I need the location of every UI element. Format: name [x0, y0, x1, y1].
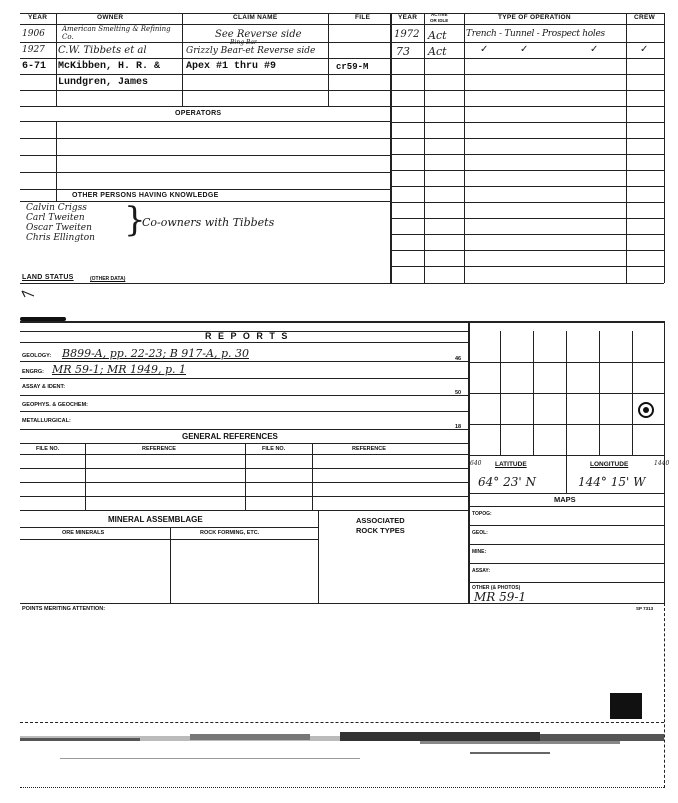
- bottom-edge: [20, 787, 664, 788]
- row-line: [20, 603, 664, 604]
- row-line: [20, 411, 468, 412]
- location-target-icon: [638, 402, 654, 418]
- row-line: [468, 563, 664, 564]
- row-line: [468, 506, 664, 507]
- ref-col-file-no-1: FILE NO.: [36, 446, 60, 452]
- row-line: [390, 154, 664, 155]
- row-line: [20, 172, 390, 173]
- ref-col-reference-1: REFERENCE: [142, 446, 176, 452]
- claim-name-1: See Reverse side: [215, 29, 302, 40]
- row-line: [390, 90, 664, 91]
- land-status-mark: [20, 287, 40, 299]
- land-status-sub: (OTHER DATA): [90, 276, 126, 282]
- divider: [56, 121, 57, 189]
- knowledge-name-3: Oscar Tweiten: [26, 223, 92, 233]
- row-line: [390, 106, 664, 107]
- owner-year-2: 1927: [22, 45, 45, 55]
- knowledge-title: OTHER PERSONS HAVING KNOWLEDGE: [72, 192, 219, 199]
- owner-name-1: American Smelting & Refining Co.: [62, 25, 171, 41]
- owner-name-4: Lundgren, James: [58, 77, 149, 88]
- divider: [464, 13, 465, 283]
- row-line: [20, 189, 390, 190]
- maps-title: MAPS: [554, 495, 576, 504]
- op-year-2: 73: [396, 45, 410, 58]
- latitude-value: 64° 23' N: [478, 475, 536, 489]
- report-value-engrg: MR 59-1; MR 1949, p. 1: [52, 363, 187, 376]
- center-divider: [390, 13, 392, 283]
- row-line: [390, 218, 664, 219]
- right-edge: [664, 13, 665, 283]
- lat-prefix: 640: [470, 460, 482, 467]
- row-line: [20, 468, 468, 469]
- associated-label: ASSOCIATED: [356, 516, 405, 525]
- ore-minerals-label: ORE MINERALS: [62, 530, 105, 536]
- divider: [626, 13, 627, 283]
- report-label-assay: ASSAY & IDENT:: [22, 384, 66, 390]
- mineral-assemblage-title: MINERAL ASSEMBLAGE: [108, 515, 203, 524]
- op-year-1: 1972: [394, 29, 420, 40]
- report-value-geology: B899-A, pp. 22-23; B 917-A, p. 30: [62, 347, 249, 360]
- divider: [182, 13, 183, 106]
- owner-year-3: 6-71: [22, 61, 47, 72]
- form-number: SP 7313: [636, 606, 654, 611]
- row-line: [390, 58, 664, 59]
- claim-note-2: Bing Bar: [230, 39, 257, 46]
- operators-title: OPERATORS: [175, 110, 222, 117]
- row-line: [390, 266, 664, 267]
- ditto-mark: ✓: [480, 44, 489, 55]
- grid-row: [468, 362, 664, 363]
- row-line: [20, 429, 468, 430]
- divider: [85, 443, 86, 510]
- reports-title-line: [20, 342, 468, 343]
- knowledge-name-2: Carl Tweiten: [26, 213, 85, 223]
- report-side-18: 18: [455, 424, 462, 430]
- divider: [566, 455, 567, 493]
- col-year-2: YEAR: [398, 14, 418, 21]
- row-line: [468, 525, 664, 526]
- lon-suffix: 1440: [654, 460, 670, 467]
- col-owner: OWNER: [97, 14, 124, 21]
- maps-other-value: MR 59-1: [474, 590, 527, 604]
- file-3: cr59-M: [336, 62, 369, 72]
- row-line: [468, 493, 664, 494]
- claim-name-3: Apex #1 thru #9: [186, 61, 277, 72]
- longitude-label: LONGITUDE: [590, 461, 629, 468]
- row-line: [20, 443, 468, 444]
- row-line: [20, 454, 468, 455]
- row-line: [20, 395, 468, 396]
- land-status-label: LAND STATUS: [22, 274, 74, 281]
- row-line: [468, 582, 664, 583]
- divider: [318, 510, 319, 603]
- divider: [170, 527, 171, 603]
- divider: [424, 13, 425, 283]
- report-label-engrg: ENGRG:: [22, 369, 44, 375]
- col-file: FILE: [355, 14, 371, 21]
- row-line: [20, 539, 318, 540]
- faint-rule: [20, 722, 664, 723]
- row-line: [20, 482, 468, 483]
- report-label-metallurgical: METALLURGICAL:: [22, 418, 71, 424]
- right-edge-faint: [664, 603, 665, 788]
- knowledge-note: Co-owners with Tibbets: [142, 216, 275, 229]
- knowledge-name-4: Chris Ellington: [26, 233, 95, 243]
- divider: [245, 443, 246, 510]
- row-line: [390, 250, 664, 251]
- row-line: [20, 138, 390, 139]
- reports-title: R E P O R T S: [205, 331, 290, 341]
- row-line: [20, 58, 390, 59]
- divider: [312, 443, 313, 510]
- divider: [328, 13, 329, 106]
- row-line: [20, 527, 318, 528]
- col-year: YEAR: [28, 14, 48, 21]
- col-crew: CREW: [634, 14, 656, 21]
- row-line: [390, 138, 664, 139]
- row-line: [390, 202, 664, 203]
- rock-types-label: ROCK TYPES: [356, 526, 405, 535]
- latitude-label: LATITUDE: [495, 461, 527, 468]
- grid-row: [468, 424, 664, 425]
- knowledge-line: [20, 201, 390, 202]
- longitude-value: 144° 15' W: [578, 475, 646, 489]
- row-line: [20, 42, 390, 43]
- owner-name-2: C.W. Tibbets et al: [58, 45, 147, 56]
- row-line: [20, 106, 390, 107]
- col-type-of-operation: TYPE OF OPERATION: [498, 14, 571, 21]
- divider: [56, 189, 57, 201]
- rock-forming-label: ROCK FORMING, ETC.: [200, 530, 260, 536]
- rule-heavy: [20, 321, 664, 323]
- row-line: [390, 186, 664, 187]
- maps-topog: TOPOG:: [472, 511, 492, 517]
- owner-name-3: McKibben, H. R. &: [58, 61, 161, 72]
- col-active: ACTIVE: [431, 12, 448, 17]
- col-or-idle: OR IDLE: [430, 18, 449, 23]
- row-line: [20, 378, 468, 379]
- op-status-2: Act: [428, 45, 447, 58]
- row-line: [20, 90, 390, 91]
- row-line: [20, 510, 468, 511]
- claim-name-2: Grizzly Bear-et Reverse side: [186, 46, 316, 56]
- report-label-geophys: GEOPHYS. & GEOCHEM:: [22, 402, 89, 408]
- row-line: [390, 234, 664, 235]
- report-label-geology: GEOLOGY:: [22, 353, 52, 359]
- smudged-scan-band: [20, 728, 664, 768]
- ditto-mark: ✓: [590, 44, 599, 55]
- op-status-1: Act: [428, 29, 447, 42]
- maps-assay: ASSAY:: [472, 568, 491, 574]
- row-line: [20, 361, 468, 362]
- operators-top-line: [20, 121, 390, 122]
- row-line: [390, 42, 664, 43]
- owner-year-1: 1906: [22, 29, 45, 39]
- ink-blot: [610, 693, 642, 719]
- row-line: [390, 122, 664, 123]
- row-line: [20, 74, 390, 75]
- divider: [56, 13, 57, 106]
- ref-col-reference-2: REFERENCE: [352, 446, 386, 452]
- row-line: [468, 544, 664, 545]
- row-line: [20, 155, 390, 156]
- maps-mine: MINE:: [472, 549, 487, 555]
- op-type-1: Trench - Tunnel - Prospect holes: [466, 29, 605, 39]
- col-claim-name: CLAIM NAME: [233, 14, 278, 21]
- maps-geol: GEOL:: [472, 530, 488, 536]
- knowledge-name-1: Calvin Crigss: [26, 203, 87, 213]
- row-line: [20, 496, 468, 497]
- points-label: POINTS MERITING ATTENTION:: [22, 606, 106, 612]
- maps-other: OTHER (& PHOTOS): [472, 585, 521, 591]
- ditto-mark: ✓: [520, 44, 529, 55]
- section-bottom-line: [20, 283, 664, 284]
- general-references-title: GENERAL REFERENCES: [182, 432, 278, 441]
- row-line: [390, 170, 664, 171]
- row-line: [390, 74, 664, 75]
- brace-mark: }: [124, 200, 146, 240]
- ref-col-file-no-2: FILE NO.: [262, 446, 286, 452]
- ditto-mark: ✓: [640, 44, 649, 55]
- report-side-46: 46: [455, 356, 462, 362]
- grid-row: [468, 393, 664, 394]
- report-side-50: 50: [455, 390, 462, 396]
